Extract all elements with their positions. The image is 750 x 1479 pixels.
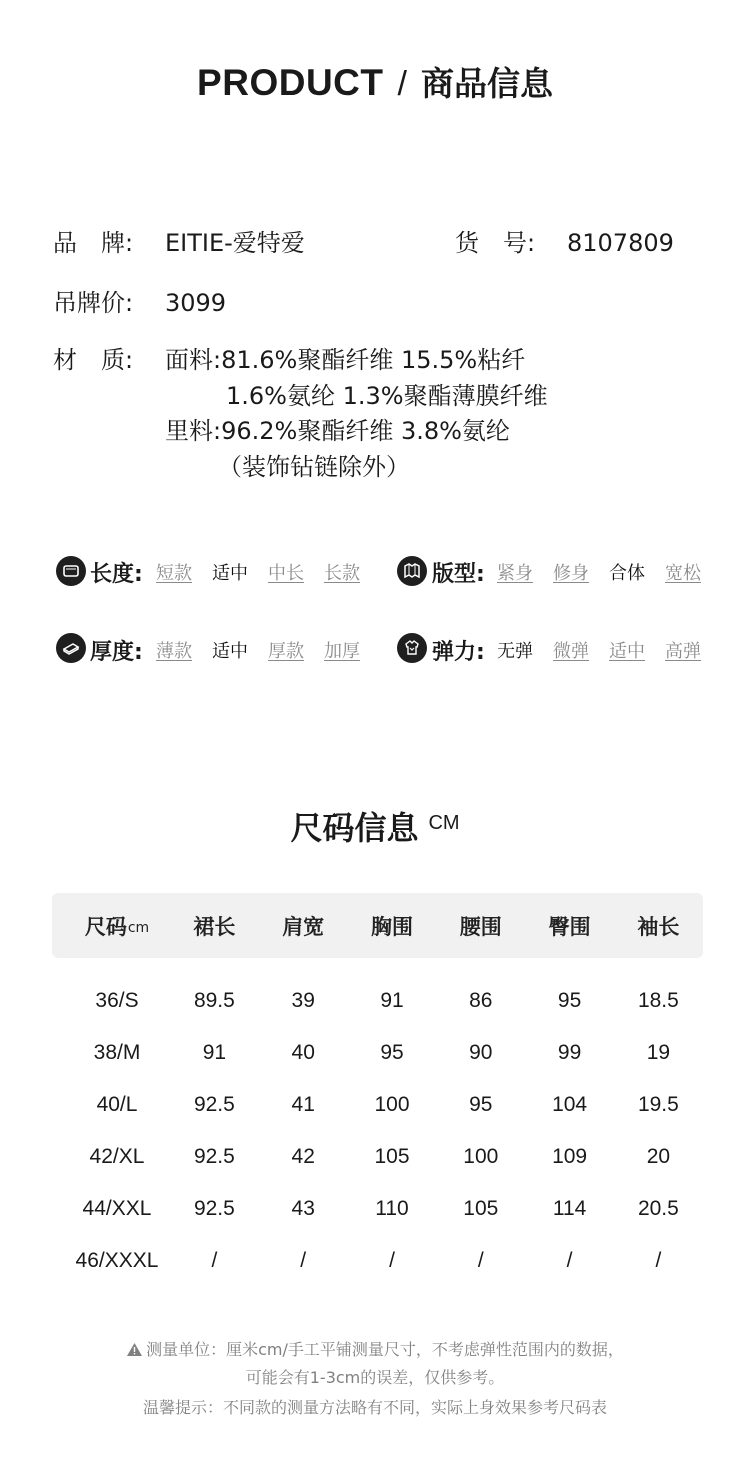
cell-size: 44/XXL	[82, 1197, 152, 1220]
header-shoulder: 肩宽	[282, 914, 325, 939]
table-row	[52, 1131, 703, 1183]
cell-waist: 90	[469, 1041, 493, 1064]
header-size: 尺码 cm	[84, 914, 150, 939]
length-icon	[56, 556, 86, 586]
sku-label: 货 号:	[455, 229, 536, 257]
header-waist: 腰围	[459, 914, 502, 939]
material-line: 1.6%氨纶 1.3%聚酯薄膜纤维	[226, 382, 548, 410]
cell-skirt-length: /	[211, 1249, 218, 1272]
page-header	[0, 58, 750, 105]
brand-label: 品 牌:	[53, 229, 134, 257]
cell-bust: 95	[380, 1041, 404, 1064]
cell-bust: 105	[374, 1145, 410, 1168]
material-line: （装饰钻链除外）	[218, 453, 410, 481]
attr-label-elasticity: 弹力:	[432, 640, 485, 665]
cell-sleeve: 20	[646, 1145, 671, 1168]
option-fit-regular: 合体	[609, 563, 645, 584]
cell-sleeve: 20.5	[637, 1197, 679, 1220]
fit-icon	[397, 556, 427, 586]
header-bust: 胸围	[370, 914, 413, 939]
thickness-options	[156, 637, 380, 663]
size-title-text: 尺码信息	[290, 809, 419, 847]
option-length-long: 长款	[324, 563, 360, 584]
size-title	[0, 803, 750, 849]
cell-sleeve: 18.5	[637, 989, 679, 1012]
attr-label-thickness: 厚度:	[90, 640, 143, 665]
header-hip: 臀围	[548, 914, 591, 939]
option-fit-loose: 宽松	[665, 563, 701, 584]
elasticity-options	[497, 637, 721, 663]
option-thickness-extra: 加厚	[324, 641, 360, 662]
header-sleeve: 袖长	[637, 914, 680, 939]
cell-hip: 109	[552, 1145, 588, 1168]
cell-size: 42/XL	[89, 1145, 145, 1168]
note-line-1: 测量单位：厘米cm/手工平铺测量尺寸，不考虑弹性范围内的数据，	[146, 1340, 624, 1359]
cell-waist: 86	[469, 989, 493, 1012]
cell-hip: 114	[552, 1197, 587, 1220]
table-row	[52, 1079, 703, 1131]
cell-bust: /	[389, 1249, 395, 1272]
cell-shoulder: 40	[291, 1041, 315, 1064]
cell-bust: 91	[380, 989, 404, 1012]
table-row	[52, 975, 703, 1027]
sku-value: 8107809	[567, 229, 674, 257]
cell-bust: 100	[374, 1093, 410, 1116]
cell-waist: 95	[469, 1093, 493, 1116]
cell-sleeve: /	[655, 1249, 662, 1272]
cell-shoulder: /	[300, 1249, 307, 1272]
option-length-medium: 适中	[212, 563, 248, 584]
option-fit-tight: 紧身	[497, 563, 533, 584]
option-thickness-thick: 厚款	[268, 641, 304, 662]
cell-skirt-length: 92.5	[193, 1197, 235, 1220]
header-title-zh: 商品信息	[420, 64, 553, 103]
brand-value: EITIE-爱特爱	[165, 229, 305, 257]
option-thickness-medium: 适中	[212, 641, 248, 662]
table-row	[52, 1235, 703, 1287]
cell-waist: 100	[463, 1145, 499, 1168]
header-separator: /	[397, 65, 407, 103]
option-thickness-thin: 薄款	[156, 641, 192, 662]
header-title-en: PRODUCT	[197, 62, 384, 103]
table-row	[52, 1183, 703, 1235]
cell-sleeve: 19.5	[637, 1093, 679, 1116]
cell-hip: 99	[557, 1041, 582, 1064]
material-label: 材 质:	[53, 346, 134, 374]
material-line: 里料:96.2%聚酯纤维 3.8%氨纶	[165, 417, 510, 445]
cell-skirt-length: 89.5	[193, 989, 235, 1012]
cell-size: 40/L	[96, 1093, 138, 1116]
cell-shoulder: 42	[291, 1145, 315, 1168]
price-label: 吊牌价:	[53, 289, 134, 317]
option-elasticity-high: 高弹	[665, 641, 701, 662]
measurement-note	[0, 1337, 750, 1360]
cell-hip: 104	[552, 1093, 588, 1116]
length-options	[156, 559, 380, 585]
cell-skirt-length: 92.5	[193, 1145, 235, 1168]
cell-size: 38/M	[93, 1041, 141, 1064]
price-value: 3099	[165, 289, 227, 317]
option-elasticity-none: 无弹	[497, 641, 533, 662]
attr-label-length: 长度:	[90, 562, 143, 587]
fit-options	[497, 559, 721, 585]
elasticity-icon	[397, 633, 427, 663]
cell-waist: /	[477, 1249, 484, 1272]
option-length-short: 短款	[156, 563, 192, 584]
size-title-unit: CM	[428, 812, 460, 834]
option-elasticity-slight: 微弹	[553, 641, 589, 662]
cell-bust: 110	[375, 1197, 409, 1220]
cell-skirt-length: 91	[202, 1041, 227, 1064]
option-elasticity-medium: 适中	[609, 641, 645, 662]
header-skirt-length: 裙长	[193, 914, 236, 939]
cell-shoulder: 43	[291, 1197, 315, 1220]
cell-sleeve: 19	[646, 1041, 671, 1064]
table-row	[52, 1027, 703, 1079]
attr-label-fit: 版型:	[432, 562, 485, 587]
cell-size: 46/XXXL	[75, 1249, 159, 1272]
material-line: 面料:81.6%聚酯纤维 15.5%粘纤	[165, 346, 526, 374]
warning-icon	[126, 1342, 143, 1357]
option-fit-slim: 修身	[553, 563, 589, 584]
note-line-3: 温馨提示：不同款的测量方法略有不同，实际上身效果参考尺码表	[142, 1398, 607, 1417]
cell-hip: /	[566, 1249, 573, 1272]
cell-shoulder: 41	[291, 1093, 315, 1116]
note-line-2: 可能会有1-3cm的误差，仅供参考。	[245, 1368, 505, 1387]
cell-hip: 95	[557, 989, 582, 1012]
size-table-header	[52, 893, 703, 958]
cell-skirt-length: 92.5	[193, 1093, 235, 1116]
option-length-midlong: 中长	[268, 563, 304, 584]
cell-shoulder: 39	[291, 989, 315, 1012]
thickness-icon	[56, 633, 86, 663]
cell-waist: 105	[463, 1197, 499, 1220]
cell-size: 36/S	[95, 989, 139, 1012]
